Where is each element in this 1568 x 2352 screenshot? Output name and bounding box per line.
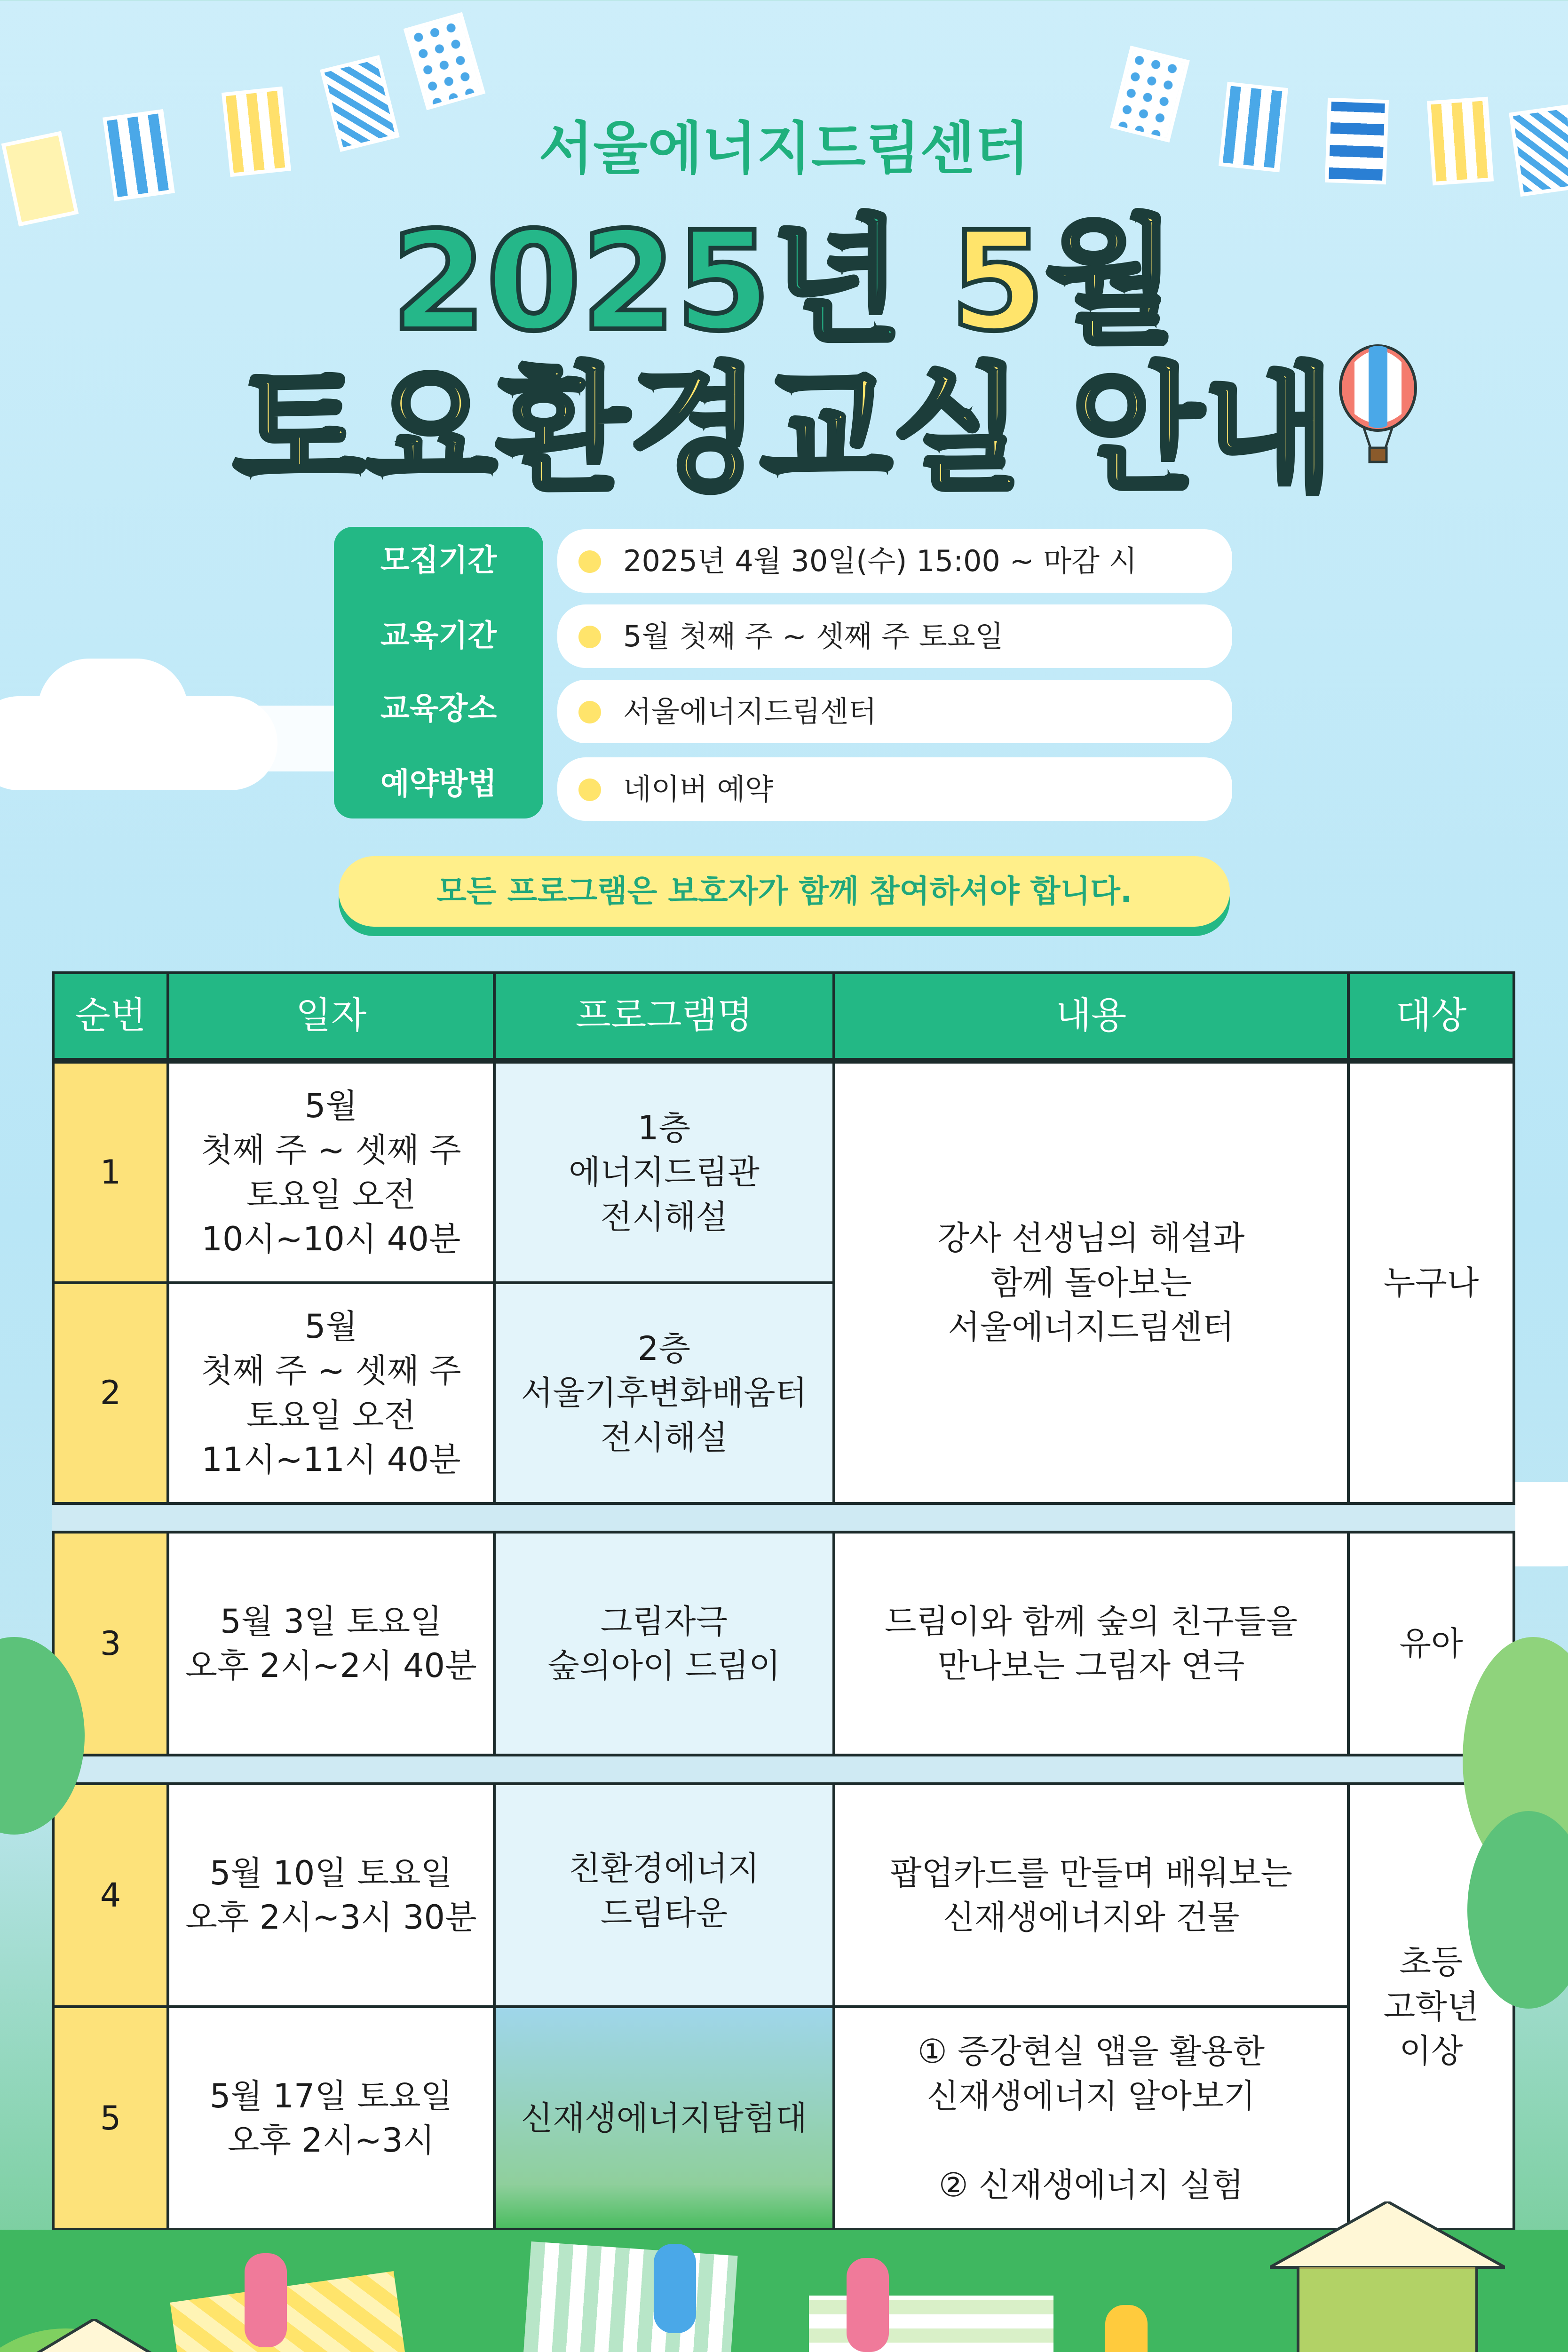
table-header-num: 순번	[52, 971, 169, 1061]
table-cell-date: 5월 첫째 주 ~ 셋째 주 토요일 오전 10시~10시 40분	[166, 1061, 496, 1284]
info-value	[557, 680, 1232, 743]
tent-icon	[1270, 2201, 1505, 2352]
table-cell-program: 친환경에너지 드림타운	[493, 1782, 835, 2008]
cloud	[141, 706, 367, 771]
table-cell-program: 1층 에너지드림관 전시해설	[493, 1061, 835, 1284]
info-label: 교육장소	[380, 691, 497, 726]
bullet-dot-icon	[578, 550, 601, 573]
info-label: 예약방법	[380, 767, 497, 802]
table-cell-content: 팝업카드를 만들며 배워보는 신재생에너지와 건물	[832, 1782, 1350, 2008]
info-label: 모집기간	[380, 543, 497, 578]
person-figure	[654, 2244, 696, 2333]
info-value-text: 네이버 예약	[623, 772, 774, 806]
table-cell-date: 5월 17일 토요일 오후 2시~3시	[166, 2005, 496, 2231]
table-separator	[52, 1505, 1515, 1531]
table-cell-target: 누구나	[1347, 1061, 1515, 1505]
info-value	[557, 604, 1232, 668]
bullet-dot-icon	[578, 626, 601, 648]
org-title: 서울에너지드림센터	[539, 116, 1029, 182]
table-cell-content: 드림이와 함께 숲의 친구들을 만나보는 그림자 연극	[832, 1531, 1350, 1756]
table-cell-target: 초등 고학년 이상	[1347, 1782, 1515, 2231]
picnic-blanket	[523, 2241, 737, 2352]
table-cell-program: 그림자극 숲의아이 드림이	[493, 1531, 835, 1756]
bullet-dot-icon	[578, 779, 601, 801]
person-figure	[245, 2253, 287, 2347]
person-figure	[847, 2258, 889, 2352]
table-cell-num: 1	[52, 1061, 169, 1284]
table-cell-num: 3	[52, 1531, 169, 1756]
info-value	[557, 757, 1232, 821]
page-title-line1	[0, 203, 1568, 361]
info-value-text: 5월 첫째 주 ~ 셋째 주 토요일	[623, 619, 1004, 653]
table-cell-num: 4	[52, 1782, 169, 2008]
table-cell-date: 5월 10일 토요일 오후 2시~3시 30분	[166, 1782, 496, 2008]
bullet-dot-icon	[578, 701, 601, 723]
table-cell-date: 5월 3일 토요일 오후 2시~2시 40분	[166, 1531, 496, 1756]
person-figure	[1105, 2305, 1148, 2352]
table-cell-target: 유아	[1347, 1531, 1515, 1756]
notice-banner: 모든 프로그램은 보호자가 함께 참여하셔야 합니다.	[339, 856, 1230, 927]
table-cell-program: 신재생에너지탐험대	[493, 2005, 835, 2231]
title-year: 2025년	[391, 203, 903, 361]
title-month: 5월	[950, 203, 1177, 361]
tent-icon	[0, 2319, 198, 2352]
table-header-content: 내용	[832, 971, 1350, 1061]
table-header-target: 대상	[1347, 971, 1515, 1061]
table-cell-content: ① 증강현실 앱을 활용한 신재생에너지 알아보기 ② 신재생에너지 실험	[832, 2005, 1350, 2231]
picnic-blanket	[809, 2296, 1053, 2352]
info-value-text: 2025년 4월 30일(수) 15:00 ~ 마감 시	[623, 544, 1137, 578]
info-label: 교육기간	[380, 619, 497, 653]
table-cell-num: 2	[52, 1281, 169, 1505]
info-value-text: 서울에너지드림센터	[623, 694, 877, 729]
table-cell-content: 강사 선생님의 해설과 함께 돌아보는 서울에너지드림센터	[832, 1061, 1350, 1505]
table-header-program: 프로그램명	[493, 971, 835, 1061]
table-header-date: 일자	[166, 971, 496, 1061]
page-title-line2: 토요환경교실 안내	[233, 351, 1335, 509]
info-value	[557, 529, 1232, 593]
table-cell-date: 5월 첫째 주 ~ 셋째 주 토요일 오전 11시~11시 40분	[166, 1281, 496, 1505]
table-separator	[52, 1756, 1515, 1782]
table-cell-num: 5	[52, 2005, 169, 2231]
table-cell-program: 2층 서울기후변화배움터 전시해설	[493, 1281, 835, 1505]
bunting-flag	[404, 12, 486, 111]
